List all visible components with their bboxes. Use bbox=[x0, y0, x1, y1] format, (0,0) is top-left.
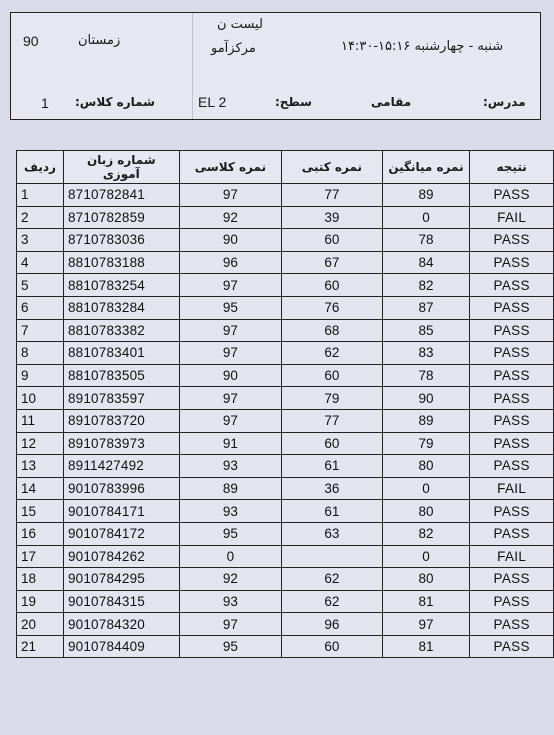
row-number-cell: 3 bbox=[17, 229, 64, 252]
center-name: مرکزآمو bbox=[211, 41, 256, 56]
class-score-cell: 91 bbox=[179, 432, 282, 455]
result-cell: PASS bbox=[470, 251, 554, 274]
result-cell: FAIL bbox=[470, 206, 554, 229]
class-score-cell: 90 bbox=[179, 364, 282, 387]
class-score-cell: 93 bbox=[179, 500, 282, 523]
written-score-cell: 62 bbox=[282, 568, 382, 591]
table-row bbox=[17, 635, 554, 658]
class-score-cell: 95 bbox=[179, 522, 282, 545]
paper-fold-line bbox=[192, 13, 193, 119]
class-score-cell: 90 bbox=[179, 229, 282, 252]
table-row bbox=[17, 364, 554, 387]
row-number-cell: 11 bbox=[17, 409, 64, 432]
written-score-cell: 60 bbox=[282, 274, 382, 297]
student-id-cell: 8810783505 bbox=[63, 364, 179, 387]
average-score-cell: 80 bbox=[382, 455, 470, 478]
average-score-cell: 82 bbox=[382, 522, 470, 545]
class-score-cell: 97 bbox=[179, 184, 282, 207]
class-number-value: 1 bbox=[41, 95, 49, 111]
class-score-cell: 97 bbox=[179, 319, 282, 342]
class-score-cell: 92 bbox=[179, 206, 282, 229]
student-id-cell: 8710783036 bbox=[63, 229, 179, 252]
written-score-cell: 61 bbox=[282, 455, 382, 478]
result-cell: PASS bbox=[470, 364, 554, 387]
table-row bbox=[17, 387, 554, 410]
class-score-cell: 93 bbox=[179, 455, 282, 478]
table-row bbox=[17, 500, 554, 523]
row-number-cell: 8 bbox=[17, 342, 64, 365]
class-score-cell: 97 bbox=[179, 274, 282, 297]
year-code: 90 bbox=[23, 33, 39, 49]
result-cell: PASS bbox=[470, 590, 554, 613]
grades-table bbox=[16, 150, 554, 658]
class-score-cell: 92 bbox=[179, 568, 282, 591]
table-row bbox=[17, 342, 554, 365]
class-score-cell: 97 bbox=[179, 387, 282, 410]
result-cell: PASS bbox=[470, 319, 554, 342]
student-id-cell: 8710782859 bbox=[63, 206, 179, 229]
table-row bbox=[17, 477, 554, 500]
class-number-label: شماره کلاس: bbox=[75, 95, 155, 109]
written-score-cell: 67 bbox=[282, 251, 382, 274]
column-header-average-score: نمره میانگین bbox=[382, 151, 470, 184]
teacher-name: مقامی bbox=[371, 95, 412, 109]
average-score-cell: 82 bbox=[382, 274, 470, 297]
student-id-cell: 9010784171 bbox=[63, 500, 179, 523]
table-row bbox=[17, 590, 554, 613]
row-number-cell: 20 bbox=[17, 613, 64, 636]
average-score-cell: 89 bbox=[382, 409, 470, 432]
class-score-cell: 93 bbox=[179, 590, 282, 613]
season-label: زمستان bbox=[78, 33, 121, 48]
student-id-cell: 9010783996 bbox=[63, 477, 179, 500]
written-score-cell: 62 bbox=[282, 342, 382, 365]
written-score-cell: 60 bbox=[282, 635, 382, 658]
row-number-cell: 6 bbox=[17, 296, 64, 319]
table-row bbox=[17, 296, 554, 319]
written-score-cell: 79 bbox=[282, 387, 382, 410]
class-score-cell: 95 bbox=[179, 296, 282, 319]
result-cell: PASS bbox=[470, 409, 554, 432]
average-score-cell: 80 bbox=[382, 500, 470, 523]
written-score-cell: 77 bbox=[282, 184, 382, 207]
column-header-row-number: ردیف bbox=[17, 151, 64, 184]
written-score-cell: 61 bbox=[282, 500, 382, 523]
student-id-cell: 8810783254 bbox=[63, 274, 179, 297]
average-score-cell: 84 bbox=[382, 251, 470, 274]
average-score-cell: 85 bbox=[382, 319, 470, 342]
student-id-cell: 8910783973 bbox=[63, 432, 179, 455]
column-header-student-id: شماره زبان آموزی bbox=[63, 151, 179, 184]
table-row bbox=[17, 613, 554, 636]
student-id-cell: 9010784172 bbox=[63, 522, 179, 545]
row-number-cell: 13 bbox=[17, 455, 64, 478]
table-row bbox=[17, 409, 554, 432]
result-cell: PASS bbox=[470, 387, 554, 410]
result-cell: FAIL bbox=[470, 477, 554, 500]
student-id-cell: 9010784315 bbox=[63, 590, 179, 613]
written-score-cell: 77 bbox=[282, 409, 382, 432]
average-score-cell: 0 bbox=[382, 545, 470, 568]
student-id-cell: 8910783720 bbox=[63, 409, 179, 432]
row-number-cell: 7 bbox=[17, 319, 64, 342]
average-score-cell: 0 bbox=[382, 206, 470, 229]
list-title: لیست ن bbox=[217, 17, 263, 32]
column-header-class-score: نمره کلاسی bbox=[179, 151, 282, 184]
table-row bbox=[17, 274, 554, 297]
result-cell: PASS bbox=[470, 184, 554, 207]
student-id-cell: 8911427492 bbox=[63, 455, 179, 478]
written-score-cell: 68 bbox=[282, 319, 382, 342]
row-number-cell: 2 bbox=[17, 206, 64, 229]
average-score-cell: 81 bbox=[382, 590, 470, 613]
average-score-cell: 89 bbox=[382, 184, 470, 207]
average-score-cell: 97 bbox=[382, 613, 470, 636]
result-cell: PASS bbox=[470, 613, 554, 636]
row-number-cell: 21 bbox=[17, 635, 64, 658]
class-score-cell: 89 bbox=[179, 477, 282, 500]
class-schedule: شنبه - چهارشنبه ۱۵:۱۶-۱۴:۳۰ bbox=[341, 39, 504, 54]
average-score-cell: 80 bbox=[382, 568, 470, 591]
table-row bbox=[17, 455, 554, 478]
table-row bbox=[17, 432, 554, 455]
row-number-cell: 10 bbox=[17, 387, 64, 410]
average-score-cell: 87 bbox=[382, 296, 470, 319]
table-row bbox=[17, 522, 554, 545]
written-score-cell: 62 bbox=[282, 590, 382, 613]
average-score-cell: 78 bbox=[382, 229, 470, 252]
table-row bbox=[17, 251, 554, 274]
student-id-cell: 8810783401 bbox=[63, 342, 179, 365]
result-cell: PASS bbox=[470, 229, 554, 252]
table-body bbox=[17, 184, 554, 658]
written-score-cell: 63 bbox=[282, 522, 382, 545]
teacher-label: مدرس: bbox=[483, 95, 526, 109]
table-row bbox=[17, 206, 554, 229]
student-id-cell: 9010784320 bbox=[63, 613, 179, 636]
row-number-cell: 18 bbox=[17, 568, 64, 591]
result-cell: PASS bbox=[470, 635, 554, 658]
average-score-cell: 81 bbox=[382, 635, 470, 658]
result-cell: PASS bbox=[470, 568, 554, 591]
row-number-cell: 14 bbox=[17, 477, 64, 500]
row-number-cell: 9 bbox=[17, 364, 64, 387]
table-row bbox=[17, 229, 554, 252]
row-number-cell: 4 bbox=[17, 251, 64, 274]
student-id-cell: 8710782841 bbox=[63, 184, 179, 207]
student-id-cell: 8910783597 bbox=[63, 387, 179, 410]
row-number-cell: 12 bbox=[17, 432, 64, 455]
class-score-cell: 97 bbox=[179, 613, 282, 636]
result-cell: PASS bbox=[470, 500, 554, 523]
written-score-cell: 76 bbox=[282, 296, 382, 319]
average-score-cell: 78 bbox=[382, 364, 470, 387]
result-cell: PASS bbox=[470, 274, 554, 297]
class-score-cell: 0 bbox=[179, 545, 282, 568]
class-score-cell: 96 bbox=[179, 251, 282, 274]
level-value: EL 2 bbox=[198, 94, 227, 110]
written-score-cell: 96 bbox=[282, 613, 382, 636]
class-score-cell: 97 bbox=[179, 409, 282, 432]
student-id-cell: 8810783284 bbox=[63, 296, 179, 319]
row-number-cell: 16 bbox=[17, 522, 64, 545]
result-cell: PASS bbox=[470, 432, 554, 455]
written-score-cell: 60 bbox=[282, 229, 382, 252]
row-number-cell: 15 bbox=[17, 500, 64, 523]
student-id-cell: 8810783188 bbox=[63, 251, 179, 274]
average-score-cell: 79 bbox=[382, 432, 470, 455]
result-cell: PASS bbox=[470, 455, 554, 478]
report-header bbox=[10, 12, 541, 120]
table-row bbox=[17, 184, 554, 207]
table-row bbox=[17, 568, 554, 591]
table-row bbox=[17, 545, 554, 568]
result-cell: FAIL bbox=[470, 545, 554, 568]
level-label: سطح: bbox=[275, 95, 312, 109]
student-id-cell: 9010784409 bbox=[63, 635, 179, 658]
written-score-cell bbox=[282, 545, 382, 568]
result-cell: PASS bbox=[470, 522, 554, 545]
average-score-cell: 83 bbox=[382, 342, 470, 365]
written-score-cell: 60 bbox=[282, 432, 382, 455]
written-score-cell: 39 bbox=[282, 206, 382, 229]
result-cell: PASS bbox=[470, 342, 554, 365]
row-number-cell: 1 bbox=[17, 184, 64, 207]
student-id-cell: 9010784295 bbox=[63, 568, 179, 591]
row-number-cell: 17 bbox=[17, 545, 64, 568]
column-header-written-score: نمره کتبی bbox=[282, 151, 382, 184]
column-header-result: نتیجه bbox=[470, 151, 554, 184]
average-score-cell: 90 bbox=[382, 387, 470, 410]
result-cell: PASS bbox=[470, 296, 554, 319]
row-number-cell: 5 bbox=[17, 274, 64, 297]
class-score-cell: 95 bbox=[179, 635, 282, 658]
table-header-row bbox=[17, 151, 554, 184]
average-score-cell: 0 bbox=[382, 477, 470, 500]
written-score-cell: 60 bbox=[282, 364, 382, 387]
table-row bbox=[17, 319, 554, 342]
class-score-cell: 97 bbox=[179, 342, 282, 365]
row-number-cell: 19 bbox=[17, 590, 64, 613]
written-score-cell: 36 bbox=[282, 477, 382, 500]
student-id-cell: 9010784262 bbox=[63, 545, 179, 568]
student-id-cell: 8810783382 bbox=[63, 319, 179, 342]
